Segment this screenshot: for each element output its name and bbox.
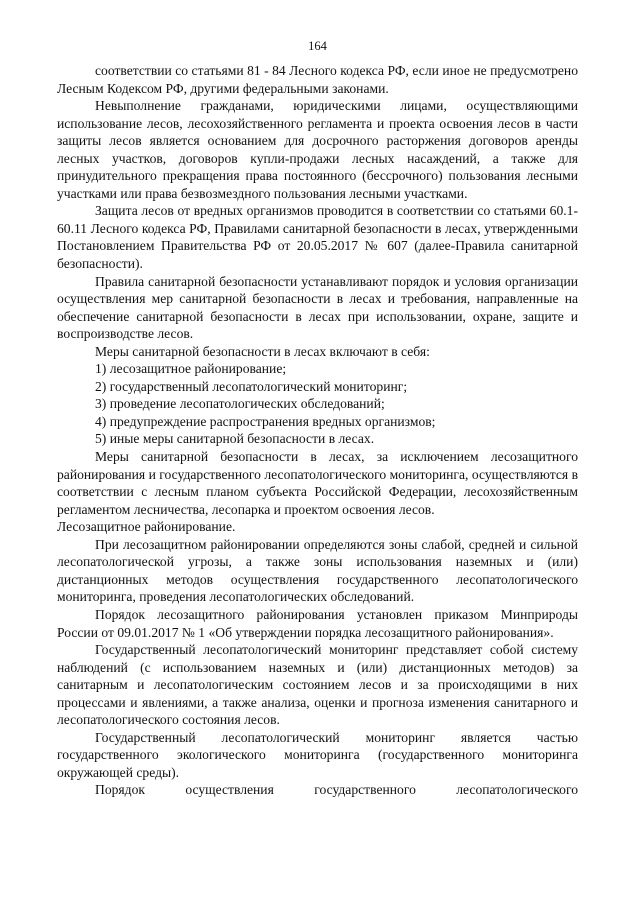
paragraph: Государственный лесопатологический мониторинг представляет собой систему наблюдений (с использованием наземных и (или) дистанционных методов) за санитарным и лесопатологическим состоянием лесов и за происходящими в них процессами и явлениями, а также анализа, оценки и прогноза изменения санитарного и лесопатологического состояния лесов. — [57, 642, 578, 728]
page-body — [57, 62, 578, 799]
paragraph: Порядок лесозащитного районирования установлен приказом Минприроды России от 09.01.2017 № 1 «Об утверждении порядка лесозащитного районирования». — [57, 606, 578, 640]
paragraph: При лесозащитном районировании определяются зоны слабой, средней и сильной лесопатологической угрозы, а также зоны использования наземных и (или) дистанционных методов осуществления государственного лесопатологического мониторинга, проведения лесопатологических обследований. — [57, 536, 578, 605]
list-item: 1) лесозащитное районирование; — [95, 361, 287, 377]
list-item: 3) проведение лесопатологических обследований; — [95, 396, 385, 412]
paragraph: соответствии со статьями 81 - 84 Лесного кодекса РФ, если иное не предусмотрено Лесным Кодексом РФ, другими федеральными законами. — [57, 63, 578, 96]
list-item: 2) государственный лесопатологический мониторинг; — [95, 378, 408, 394]
list-item: 4) предупреждение распространения вредных организмов; — [95, 413, 436, 429]
list-item: 5) иные меры санитарной безопасности в лесах. — [95, 431, 375, 447]
paragraph: Меры санитарной безопасности в лесах, за исключением лесозащитного районирования и государственного лесопатологического мониторинга, осуществляются в соответствии с лесным планом субъекта Российской Федерации, лесохозяйственным регламентом лесничества, лесопарка и проектом освоения лесов. — [57, 449, 578, 517]
paragraph: Меры санитарной безопасности в лесах включают в себя: — [95, 343, 430, 359]
paragraph: Государственный лесопатологический мониторинг является частью государственного экологического мониторинга (государственного мониторинга окружающей среды). — [57, 729, 578, 780]
section-heading: Лесозащитное районирование. — [57, 519, 236, 535]
page-number: 164 — [308, 39, 327, 53]
paragraph: Защита лесов от вредных организмов проводится в соответствии со статьями 60.1-60.11 Лесного кодекса РФ, Правилами санитарной безопасности в лесах, утвержденными Постановлением Правительства РФ от 20.05.2017 № 607 (далее-Правила санитарной безопасности). — [57, 203, 578, 272]
paragraph: Порядок осуществления государственного лесопатологического — [95, 782, 578, 798]
paragraph: Невыполнение гражданами, юридическими лицами, осуществляющими использование лесов, лесохозяйственного регламента и проекта освоения лесов в части защиты лесов является основанием для досрочного расторжения договоров аренды лесных участков, договоров купли-продажи лесных насаждений, а также для принудительного прекращения права постоянного (бессрочного) пользования лесными участками или права безвозмездного пользования лесными участками. — [57, 98, 578, 201]
paragraph: Правила санитарной безопасности устанавливают порядок и условия организации осуществления мер санитарной безопасности в лесах и требования, направленные на обеспечение санитарной безопасности в лесах при использовании, охране, защите и воспроизводстве лесов. — [57, 273, 578, 342]
